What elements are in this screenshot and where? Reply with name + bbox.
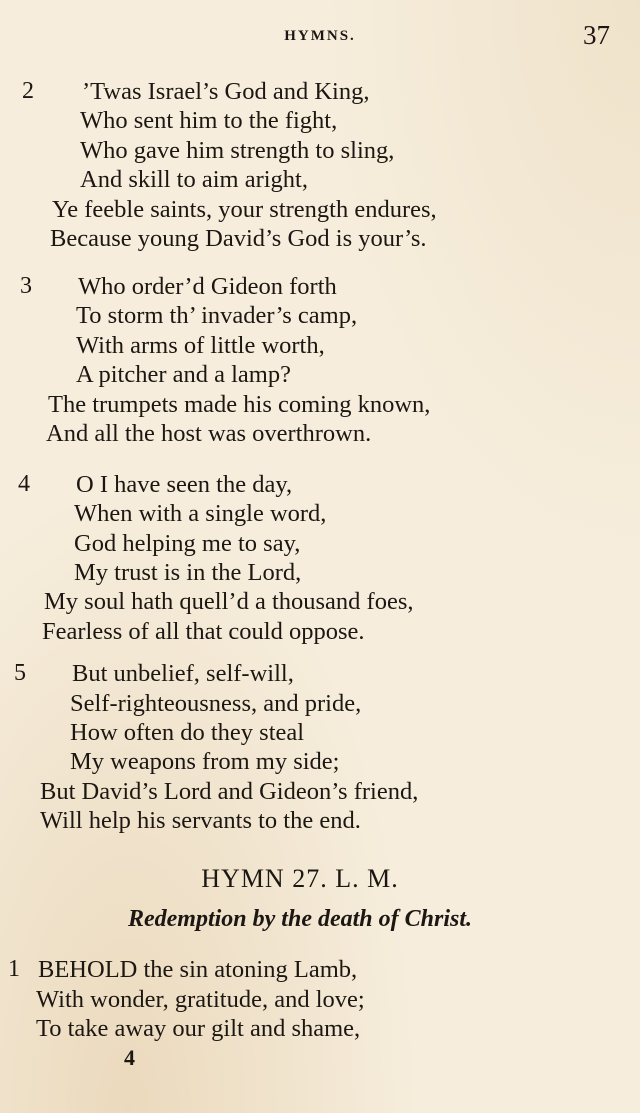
verse-line: To take away our gilt and shame, [36,1015,361,1042]
verse-line: My soul hath quell’d a thousand foes, [44,588,414,615]
verse-line: The trumpets made his coming known, [48,391,431,418]
verse-line: Self-righteousness, and pride, [70,690,362,717]
verse-line: And skill to aim aright, [80,166,308,193]
verse-line: To storm th’ invader’s camp, [76,302,358,329]
verse-number: 4 [18,471,30,497]
verse-line: My weapons from my side; [70,748,340,775]
verse-line: God helping me to say, [74,530,301,557]
page-number: 37 [583,20,610,50]
verse-line: With arms of little worth, [76,332,325,359]
verse-line: But unbelief, self-will, [72,660,294,687]
signature-mark: 4 [124,1045,135,1070]
verse-line: A pitcher and a lamp? [76,361,291,388]
verse-line: BEHOLD the sin atoning Lamb, [38,956,358,983]
verse-line: And all the host was overthrown. [46,420,372,447]
verse-number: 2 [22,78,34,104]
hymn-title: HYMN 27. L. M. [201,864,399,893]
verse-line: My trust is in the Lord, [74,559,302,586]
verse-number: 5 [14,660,26,686]
hymn-subtitle: Redemption by the death of Christ. [127,906,472,932]
verse-line: O I have seen the day, [76,471,293,498]
verse-line: How often do they steal [70,719,305,746]
verse-line: With wonder, gratitude, and love; [36,986,365,1013]
verse-line: Ye feeble saints, your strength endures, [52,196,437,223]
verse-number: 1 [8,956,20,982]
verse-line: Who sent him to the fight, [80,107,338,134]
verse-line: Who order’d Gideon forth [78,273,337,300]
verse-line: Fearless of all that could oppose. [42,618,365,645]
verse-line: Will help his servants to the end. [40,807,361,834]
verse-line: Because young David’s God is your’s. [50,225,427,252]
running-head: HYMNS. [284,28,356,44]
verse-number: 3 [20,273,32,299]
verse-line: When with a single word, [74,500,327,527]
verse-line: But David’s Lord and Gideon’s friend, [40,778,419,805]
verse-line: Who gave him strength to sling, [80,137,395,164]
verse-line: ’Twas Israel’s God and King, [82,78,370,105]
